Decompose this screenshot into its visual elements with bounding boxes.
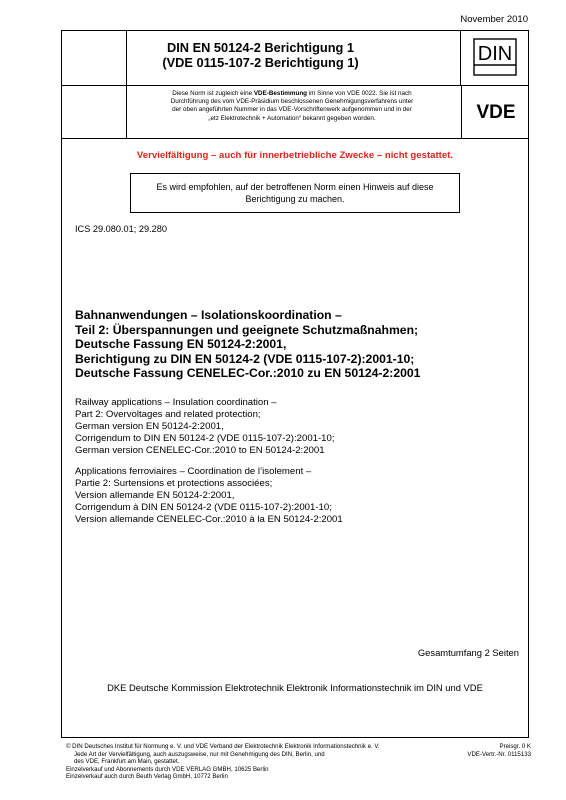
english-title-line: German version EN 50124-2:2001,: [75, 420, 224, 432]
statement-line: Durchführung des vom VDE-Präsidium beschlossenen Genehmigungsverfahrens unter: [170, 98, 414, 106]
english-title: [75, 397, 525, 457]
english-title-line: German version CENELEC-Cor.:2010 to EN 50124-2:2001: [75, 444, 325, 456]
header-statement-row: [61, 86, 529, 139]
french-title-line: Applications ferroviaires – Coordination de l’isolement –: [75, 466, 312, 477]
notice-line: Es wird empfohlen, auf der betroffenen Norm einen Hinweis auf diese: [156, 182, 434, 192]
notice-line: Berichtigung zu machen.: [245, 194, 345, 204]
french-title-line: Version allemande CENELEC-Cor.:2010 à la EN 50124-2:2001: [75, 513, 343, 525]
page-extent: Gesamtumfang 2 Seiten: [417, 647, 519, 658]
committee-name: DKE Deutsche Kommission Elektrotechnik Elektronik Informationstechnik im DIN und VDE: [107, 682, 483, 693]
header-title-row: [61, 30, 529, 86]
din-logo: [473, 38, 517, 76]
french-title-line: Version allemande EN 50124-2:2001,: [75, 489, 235, 501]
din-logo-cell: [461, 30, 529, 85]
copyright-line: Jede Art der Vervielfältigung, auch auszugsweise, nur mit Genehmigung des DIN, Berlin, und: [74, 750, 325, 758]
german-title-line: Bahnanwendungen – Isolationskoordination –: [75, 308, 342, 322]
vde-logo-text: VDE: [476, 102, 516, 122]
german-title: [75, 308, 525, 381]
english-title-line: Railway applications – Insulation coordination –: [75, 397, 277, 408]
document-subtitle: (VDE 0115-107-2 Berichtigung 1): [162, 55, 359, 70]
document-title-cell: [61, 30, 461, 85]
german-title-line: Berichtigung zu DIN EN 50124-2 (VDE 0115-107-2):2001-10;: [75, 351, 415, 366]
english-title-line: Corrigendum to DIN EN 50124-2 (VDE 0115-107-2):2001-10;: [75, 432, 335, 444]
copyright-line: Einzelverkauf und Abonnements durch VDE VERLAG GMBH, 10625 Berlin: [66, 765, 269, 773]
copy-prohibition-warning: Vervielfältigung – auch für innerbetriebliche Zwecke – nicht gestattet.: [136, 150, 454, 161]
german-title-line: Deutsche Fassung EN 50124-2:2001,: [75, 337, 287, 352]
din-logo-text: DIN: [477, 43, 513, 65]
header-left-margin-cell-2: [61, 86, 127, 138]
french-title-line: Corrigendum à DIN EN 50124-2 (VDE 0115-107-2):2001-10;: [75, 501, 332, 513]
price-info: [467, 743, 531, 758]
vde-logo-cell: [461, 86, 529, 138]
german-title-line: Teil 2: Überspannungen und geeignete Schutzmaßnahmen;: [75, 322, 419, 337]
ics-code: ICS 29.080.01; 29.280: [75, 224, 167, 234]
copyright-line: Einzelverkauf auch durch Beuth Verlag GmbH, 10772 Berlin: [66, 773, 228, 781]
statement-line: „etz Elektrotechnik + Automation“ bekannt gegeben worden.: [208, 114, 376, 122]
english-title-line: Part 2: Overvoltages and related protection;: [75, 408, 261, 420]
statement-line: der oben angeführten Nummer in das VDE-Vorschriftenwerk aufgenommen und in der: [172, 106, 412, 114]
vde-logo: [470, 100, 522, 122]
german-title-line: Deutsche Fassung CENELEC-Cor.:2010 zu EN 50124-2:2001: [75, 366, 421, 381]
copyright-line: des VDE, Frankfurt am Main, gestattet.: [74, 758, 180, 766]
vde-contract-number: VDE-Vertr.-Nr. 0115133: [467, 750, 531, 758]
copyright-notice: [66, 743, 461, 781]
vde-statement: [127, 90, 457, 123]
price-group: Preisgr. 0 K: [499, 743, 531, 750]
recommendation-notice: [130, 173, 460, 213]
document-title: DIN EN 50124-2 Berichtigung 1: [166, 40, 355, 55]
french-title-line: Partie 2: Surtensions et protections associées;: [75, 477, 273, 489]
copyright-line: © DIN Deutsches Institut für Normung e. V. und VDE Verband der Elektrotechnik Elektronik Informationstechnik e. V.: [66, 743, 380, 750]
statement-line: Diese Norm ist zugleich eine VDE-Bestimmung im Sinne von VDE 0022. Sie ist nach: [172, 90, 412, 97]
vde-regulation-term: VDE-Bestimmung: [253, 90, 308, 97]
french-title: [75, 466, 525, 526]
issue-date: November 2010: [460, 14, 528, 25]
